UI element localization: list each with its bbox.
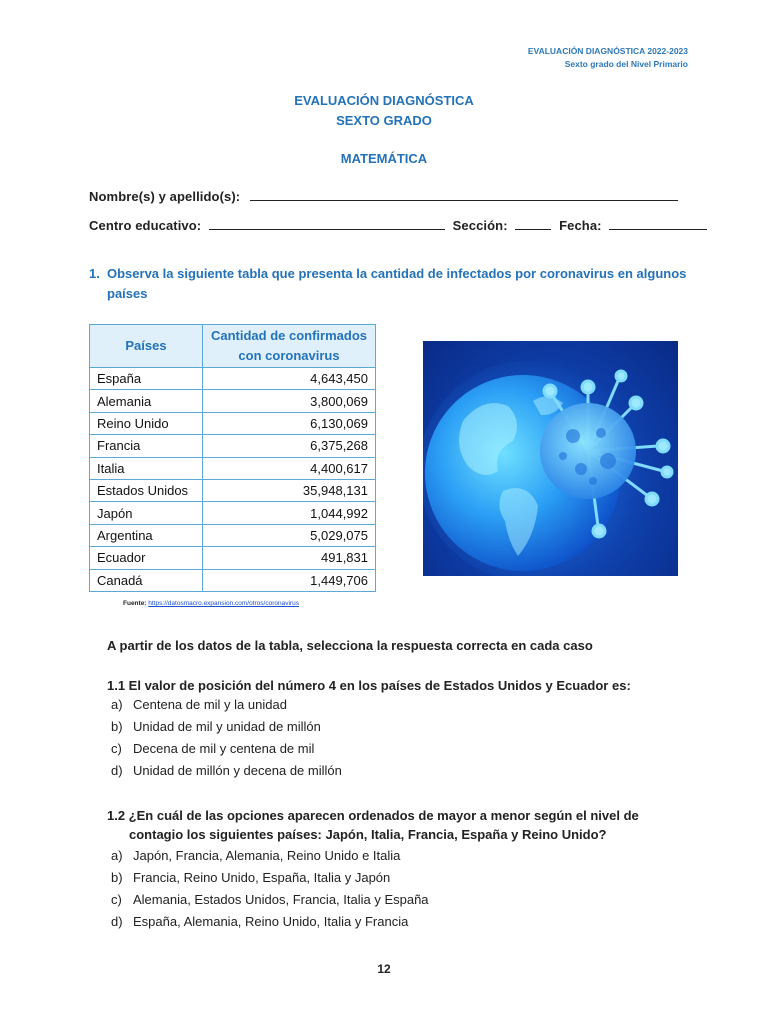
coronavirus-globe-image (423, 341, 678, 576)
table-cell-country: Argentina (90, 524, 203, 546)
answer-option[interactable] (111, 741, 314, 756)
table-cell-value: 3,800,069 (203, 390, 376, 412)
table-cell-country: Canadá (90, 569, 203, 591)
table-cell-country: España (90, 368, 203, 390)
option-text: Centena de mil y la unidad (133, 697, 287, 712)
name-line[interactable] (250, 188, 678, 201)
header-block (528, 45, 688, 71)
date-line[interactable] (609, 217, 707, 230)
option-text: Japón, Francia, Alemania, Reino Unido e Italia (133, 848, 401, 863)
source-link[interactable]: https://datosmacro.expansion.com/otros/coronavirus (148, 600, 299, 607)
answer-option[interactable] (111, 848, 400, 863)
table-cell-value: 4,643,450 (203, 368, 376, 390)
table-row (90, 479, 376, 501)
question-1-1-text: 1.1 El valor de posición del número 4 en los países de Estados Unidos y Ecuador es: (107, 678, 631, 693)
header-line2: Sexto grado del Nivel Primario (564, 59, 688, 69)
subject-title: MATEMÁTICA (340, 151, 428, 166)
table-header-count: Cantidad de confirmados con coronavirus (203, 325, 376, 368)
name-field-row (89, 188, 678, 204)
option-letter: c) (111, 741, 122, 756)
table-cell-value: 491,831 (203, 547, 376, 569)
table-cell-value: 4,400,617 (203, 457, 376, 479)
table-row (90, 524, 376, 546)
table-cell-value: 6,130,069 (203, 412, 376, 434)
option-letter: b) (111, 870, 123, 885)
question-1-number: 1. (89, 266, 100, 281)
table-cell-value: 6,375,268 (203, 435, 376, 457)
table-cell-country: Estados Unidos (90, 479, 203, 501)
option-text: Decena de mil y centena de mil (133, 741, 315, 756)
table-row (90, 368, 376, 390)
question-1-2-line1: 1.2 ¿En cuál de las opciones aparecen ordenados de mayor a menor según el nivel de (107, 808, 639, 823)
option-letter: d) (111, 914, 123, 929)
table-header-country: Países (90, 325, 203, 368)
center-label: Centro educativo: (89, 218, 202, 233)
option-letter: a) (111, 697, 123, 712)
answer-option[interactable] (111, 892, 429, 907)
table-row (90, 390, 376, 412)
table-cell-country: Italia (90, 457, 203, 479)
table-row (90, 547, 376, 569)
option-text: Unidad de millón y decena de millón (133, 763, 342, 778)
name-label: Nombre(s) y apellido(s): (89, 189, 241, 204)
title-line2: SEXTO GRADO (336, 113, 432, 128)
table-cell-country: Alemania (90, 390, 203, 412)
option-text: España, Alemania, Reino Unido, Italia y Francia (133, 914, 409, 929)
option-letter: a) (111, 848, 123, 863)
option-letter: c) (111, 892, 122, 907)
table-row (90, 435, 376, 457)
question-1-2-line2: contagio los siguientes países: Japón, Italia, Francia, España y Reino Unido? (129, 827, 607, 842)
instruction-text: A partir de los datos de la tabla, selecciona la respuesta correcta en cada caso (107, 638, 593, 653)
table-cell-value: 35,948,131 (203, 479, 376, 501)
table-cell-value: 1,449,706 (203, 569, 376, 591)
source-note (123, 600, 299, 607)
table-row (90, 412, 376, 434)
answer-option[interactable] (111, 763, 342, 778)
globe-virus-icon (423, 341, 678, 576)
table-cell-value: 1,044,992 (203, 502, 376, 524)
source-label: Fuente: (123, 600, 147, 607)
table-cell-value: 5,029,075 (203, 524, 376, 546)
date-label: Fecha: (559, 218, 602, 233)
center-line[interactable] (209, 217, 445, 230)
section-label: Sección: (452, 218, 508, 233)
table-cell-country: Ecuador (90, 547, 203, 569)
option-letter: b) (111, 719, 123, 734)
section-line[interactable] (515, 217, 551, 230)
answer-option[interactable] (111, 719, 321, 734)
option-text: Francia, Reino Unido, España, Italia y Japón (133, 870, 391, 885)
center-field-row (89, 217, 707, 233)
title-line1: EVALUACIÓN DIAGNÓSTICA (294, 93, 474, 108)
table-cell-country: Reino Unido (90, 412, 203, 434)
table-row (90, 569, 376, 591)
answer-option[interactable] (111, 870, 390, 885)
table-row (90, 457, 376, 479)
table-cell-country: Francia (90, 435, 203, 457)
question-1-text: Observa la siguiente tabla que presenta la cantidad de infectados por coronavirus en algunos países (107, 266, 687, 301)
answer-option[interactable] (111, 914, 408, 929)
table-row (90, 502, 376, 524)
question-1 (89, 264, 689, 304)
option-letter: d) (111, 763, 123, 778)
page-number: 12 (377, 962, 391, 976)
option-text: Alemania, Estados Unidos, Francia, Italia y España (133, 892, 429, 907)
header-line1: EVALUACIÓN DIAGNÓSTICA 2022-2023 (527, 46, 688, 56)
option-text: Unidad de mil y unidad de millón (133, 719, 321, 734)
table-cell-country: Japón (90, 502, 203, 524)
answer-option[interactable] (111, 697, 287, 712)
infection-table (89, 324, 376, 592)
